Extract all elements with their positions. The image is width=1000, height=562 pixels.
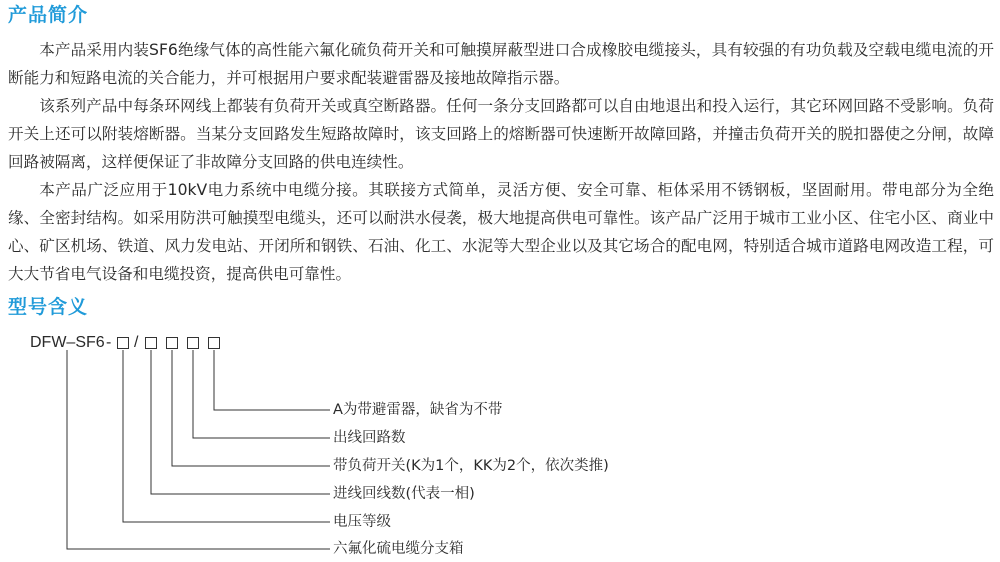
leader-line-prefix — [67, 350, 330, 549]
model-code-dash: - — [106, 334, 112, 351]
intro-paragraph: 本产品采用内装SF6绝缘气体的高性能六氟化硫负荷开关和可触摸屏蔽型进口合成橡胶电缆接头，具有较强的有功负载及空载电缆电流的开断能力和短路电流的关合能力，并可根据用户要求配装避雷器及接地故障指示器。 — [8, 41, 994, 87]
desc-incoming: 进线回线数(代表一相) — [333, 486, 475, 502]
leader-line-voltage — [123, 350, 330, 522]
desc-voltage: 电压等级 — [333, 514, 391, 530]
intro-paragraph: 该系列产品中每条环网线上都装有负荷开关或真空断路器。任何一条分支回路都可以自由地退出和投入运行，其它环网回路不受影响。负荷开关上还可以附装熔断器。当某分支回路发生短路故障时，该支回路上的熔断器可快速断开故障回路，并撞击负荷开关的脱扣器使之分闸，故障回路被隔离，这样便保证了非故障分支回路的供电连续性。 — [8, 97, 994, 171]
model-code-prefix: DFW–SF6 — [30, 334, 105, 351]
desc-arrester: A为带避雷器，缺省为不带 — [333, 402, 503, 418]
leader-line-arrester — [214, 350, 330, 410]
model-code-slash: / — [134, 334, 139, 351]
desc-load-switch: 带负荷开关(K为1个，KK为2个，依次类推) — [333, 458, 609, 474]
model-heading: 型号含义 — [8, 296, 89, 318]
leader-line-incoming — [151, 350, 330, 494]
desc-product: 六氟化硫电缆分支箱 — [333, 541, 464, 557]
leader-line-load-switch — [172, 350, 330, 466]
desc-outgoing: 出线回路数 — [333, 430, 406, 446]
intro-paragraph: 本产品广泛应用于10kV电力系统中电缆分接。其联接方式简单，灵活方便、安全可靠、柜体采用不锈钢板，坚固耐用。带电部分为全绝缘、全密封结构。如采用防洪可触摸型电缆头，还可以耐洪水侵袭，极大地提高供电可靠性。该产品广泛用于城市工业小区、住宅小区、商业中心、矿区机场、铁道、风力发电站、开闭所和钢铁、石油、化工、水泥等大型企业以及其它场合的配电网，特别适合城市道路电网改造工程，可大大节省电气设备和电缆投资，提高供电可靠性。 — [8, 181, 994, 283]
intro-heading: 产品简介 — [8, 4, 89, 26]
